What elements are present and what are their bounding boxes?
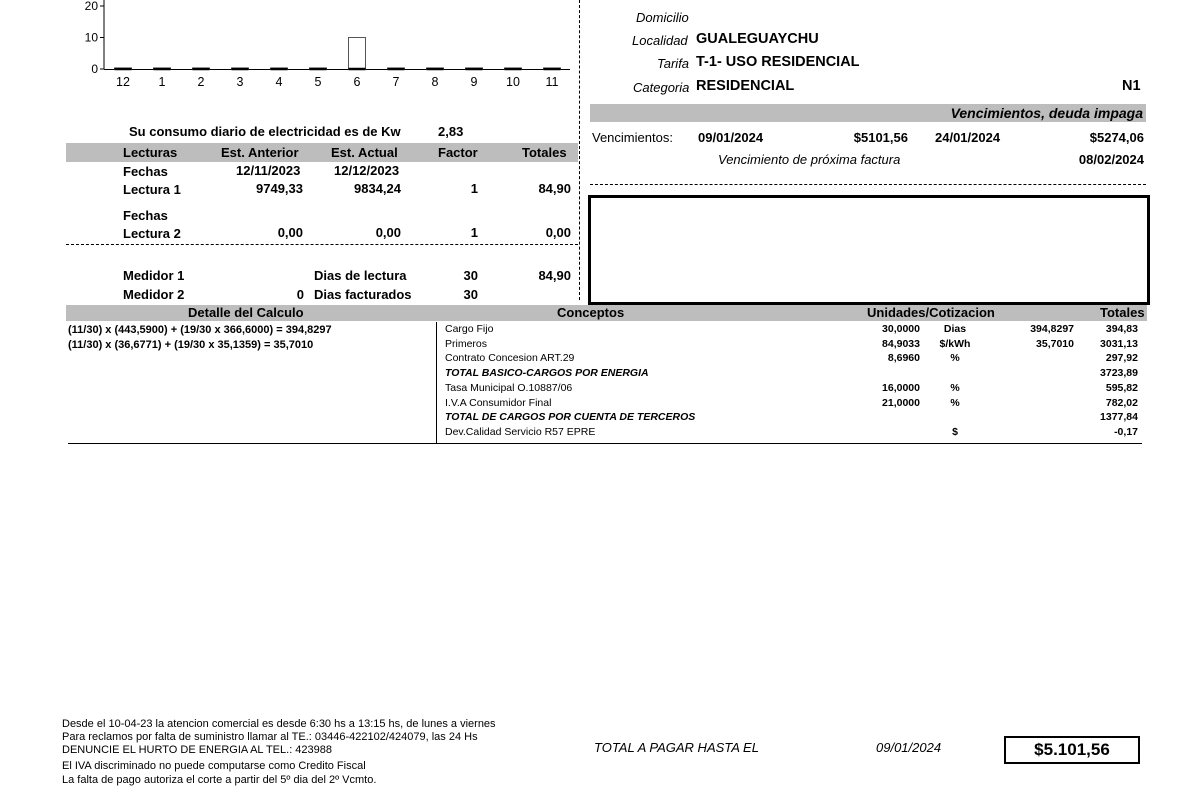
l2-anterior: 0,00	[277, 225, 303, 240]
calculo-line-2: (11/30) x (36,6771) + (19/30 x 35,1359) = 35,7010	[68, 339, 314, 351]
medidor2-label: Medidor 2	[123, 287, 185, 302]
detalle-cantidad: 84,9033	[882, 337, 920, 350]
footer-line-1: Desde el 10-04-23 la atencion comercial es desde 6:30 hs a 13:15 hs, de lunes a viernes	[62, 718, 496, 730]
detalle-unidad: Dias	[943, 323, 967, 335]
message-box	[588, 195, 1150, 305]
detalle-column-divider	[436, 322, 437, 443]
chart-bar	[349, 38, 366, 70]
header-totales: Totales	[522, 145, 567, 160]
detalle-cotizacion: 35,7010	[1036, 337, 1074, 350]
proxima-fecha: 08/02/2024	[1078, 152, 1144, 167]
detalle-cantidad: 30,0000	[882, 323, 920, 335]
domicilio-label: Domicilio	[636, 10, 689, 25]
detalle-concepto: Tasa Municipal O.10887/06	[445, 381, 573, 394]
l1-factor: 1	[470, 181, 478, 196]
detalle-concepto: TOTAL DE CARGOS POR CUENTA DE TERCEROS	[445, 411, 696, 424]
medidor2-value: 0	[296, 287, 304, 302]
detalle-unidad: %	[950, 381, 960, 394]
chart-x-tick-label: 11	[545, 75, 559, 89]
chart-x-tick-label: 7	[392, 75, 400, 89]
vencimientos-label: Vencimientos:	[592, 130, 673, 145]
detalle-total: 782,02	[1105, 396, 1138, 409]
footer-line-2: Para reclamos por falta de suministro llamar al TE.: 03446-422102/424079, las 24 Hs	[62, 731, 478, 743]
header-lecturas: Lecturas	[123, 145, 178, 160]
localidad-value: GUALEGUAYCHU	[696, 31, 819, 47]
chart-x-tick-label: 9	[470, 75, 478, 89]
detalle-total: 297,92	[1105, 352, 1138, 365]
vencimiento-fecha1: 09/01/2024	[698, 130, 764, 145]
detalle-cotizacion: 394,8297	[1030, 323, 1074, 335]
l2-total: 0,00	[545, 225, 571, 240]
chart-y-tick-label: 10	[84, 30, 98, 45]
detalle-unidad: $/kWh	[939, 337, 971, 350]
chart-x-tick-label: 8	[431, 75, 439, 89]
fechas2-label: Fechas	[123, 208, 168, 223]
dias-facturados-value: 30	[463, 287, 478, 302]
detalle-concepto: I.V.A Consumidor Final	[445, 396, 552, 409]
consumption-chart	[60, 0, 580, 95]
tarifa-value: T-1- USO RESIDENCIAL	[696, 54, 860, 70]
detalle-concepto: Cargo Fijo	[445, 323, 494, 335]
fecha-actual: 12/12/2023	[334, 163, 400, 178]
detalle-concepto: TOTAL BASICO-CARGOS POR ENERGIA	[445, 367, 649, 380]
vertical-separator	[579, 0, 580, 300]
detalle-cantidad: 8,6960	[887, 352, 920, 365]
header-est-actual: Est. Actual	[331, 145, 398, 160]
l2-actual: 0,00	[375, 225, 401, 240]
dias-lectura-value: 30	[463, 268, 478, 283]
categoria-value: RESIDENCIAL	[696, 78, 795, 94]
vencimiento-fecha2: 24/01/2024	[935, 130, 1001, 145]
header-detalle-calculo: Detalle del Calculo	[188, 305, 304, 320]
footer-line-5: La falta de pago autoriza el corte a partir del 5º dia del 2º Vcmto.	[62, 774, 377, 786]
detalle-cantidad: 21,0000	[882, 396, 920, 409]
nivel-value: N1	[1122, 78, 1141, 94]
chart-x-tick-label: 5	[314, 75, 322, 89]
vencimiento-monto1: $5101,56	[853, 130, 908, 145]
footer-line-3: DENUNCIE EL HURTO DE ENERGIA AL TEL.: 423988	[62, 744, 333, 756]
fechas1-label: Fechas	[123, 164, 168, 179]
chart-x-tick-label: 4	[275, 75, 283, 89]
proxima-label: Vencimiento de próxima factura	[718, 152, 901, 167]
total-pagar-monto: $5.101,56	[1004, 736, 1140, 764]
detalle-unidad: %	[950, 396, 960, 409]
localidad-label: Localidad	[632, 33, 688, 48]
detalle-unidad: $	[952, 425, 958, 438]
total-pagar-label: TOTAL A PAGAR HASTA EL	[594, 740, 759, 755]
header-est-anterior: Est. Anterior	[221, 145, 299, 160]
medidor1-total: 84,90	[538, 268, 571, 283]
detalle-concepto: Primeros	[445, 337, 488, 350]
chart-x-tick-label: 3	[236, 75, 244, 89]
consumo-value: 2,83	[438, 124, 464, 139]
header-factor: Factor	[438, 145, 478, 160]
total-pagar-fecha: 09/01/2024	[876, 740, 942, 755]
detalle-total: 3031,13	[1100, 337, 1138, 350]
calculo-line-1: (11/30) x (443,5900) + (19/30 x 366,6000) = 394,8297	[68, 324, 332, 336]
l1-total: 84,90	[538, 181, 571, 196]
chart-x-tick-label: 10	[506, 75, 520, 89]
tarifa-label: Tarifa	[657, 56, 690, 71]
chart-y-tick-label: 0	[91, 62, 98, 76]
detalle-cantidad: 16,0000	[882, 381, 920, 394]
lectura2-label: Lectura 2	[123, 226, 181, 241]
chart-x-tick-label: 1	[158, 75, 166, 89]
header-conceptos: Conceptos	[557, 305, 625, 320]
l2-factor: 1	[470, 225, 478, 240]
detalle-total: 595,82	[1105, 381, 1138, 394]
header-totales-detalle: Totales	[1100, 305, 1145, 320]
consumo-label: Su consumo diario de electricidad es de Kw	[129, 124, 401, 139]
detalle-concepto: Dev.Calidad Servicio R57 EPRE	[445, 425, 596, 438]
right-separator	[590, 184, 1146, 185]
detalle-total: -0,17	[1114, 425, 1138, 438]
dias-facturados-label: Dias facturados	[314, 287, 412, 302]
lectura1-label: Lectura 1	[123, 182, 181, 197]
chart-x-tick-label: 2	[197, 75, 205, 89]
chart-y-tick-label: 20	[84, 0, 98, 13]
lecturas-separator	[66, 244, 578, 245]
detalle-concepto: Contrato Concesion ART.29	[445, 352, 575, 365]
detalle-unidad: %	[950, 352, 960, 365]
footer-line-4: El IVA discriminado no puede computarse como Credito Fiscal	[62, 760, 366, 772]
l1-anterior: 9749,33	[256, 181, 303, 196]
categoria-label: Categoria	[633, 80, 690, 95]
detalle-total: 1377,84	[1100, 411, 1138, 424]
vencimiento-monto2: $5274,06	[1089, 130, 1144, 145]
header-unidades: Unidades/Cotizacion	[867, 305, 995, 320]
l1-actual: 9834,24	[354, 181, 401, 196]
fecha-anterior: 12/11/2023	[236, 163, 301, 178]
detalle-bottom-rule	[68, 443, 1142, 444]
medidor1-label: Medidor 1	[123, 268, 185, 283]
detalle-total: 394,83	[1105, 323, 1138, 335]
detalle-total: 3723,89	[1100, 367, 1138, 380]
vencimientos-header: Vencimientos, deuda impaga	[950, 105, 1143, 121]
chart-x-tick-label: 6	[353, 75, 361, 89]
dias-lectura-label: Dias de lectura	[314, 268, 407, 283]
chart-x-tick-label: 12	[116, 75, 130, 89]
